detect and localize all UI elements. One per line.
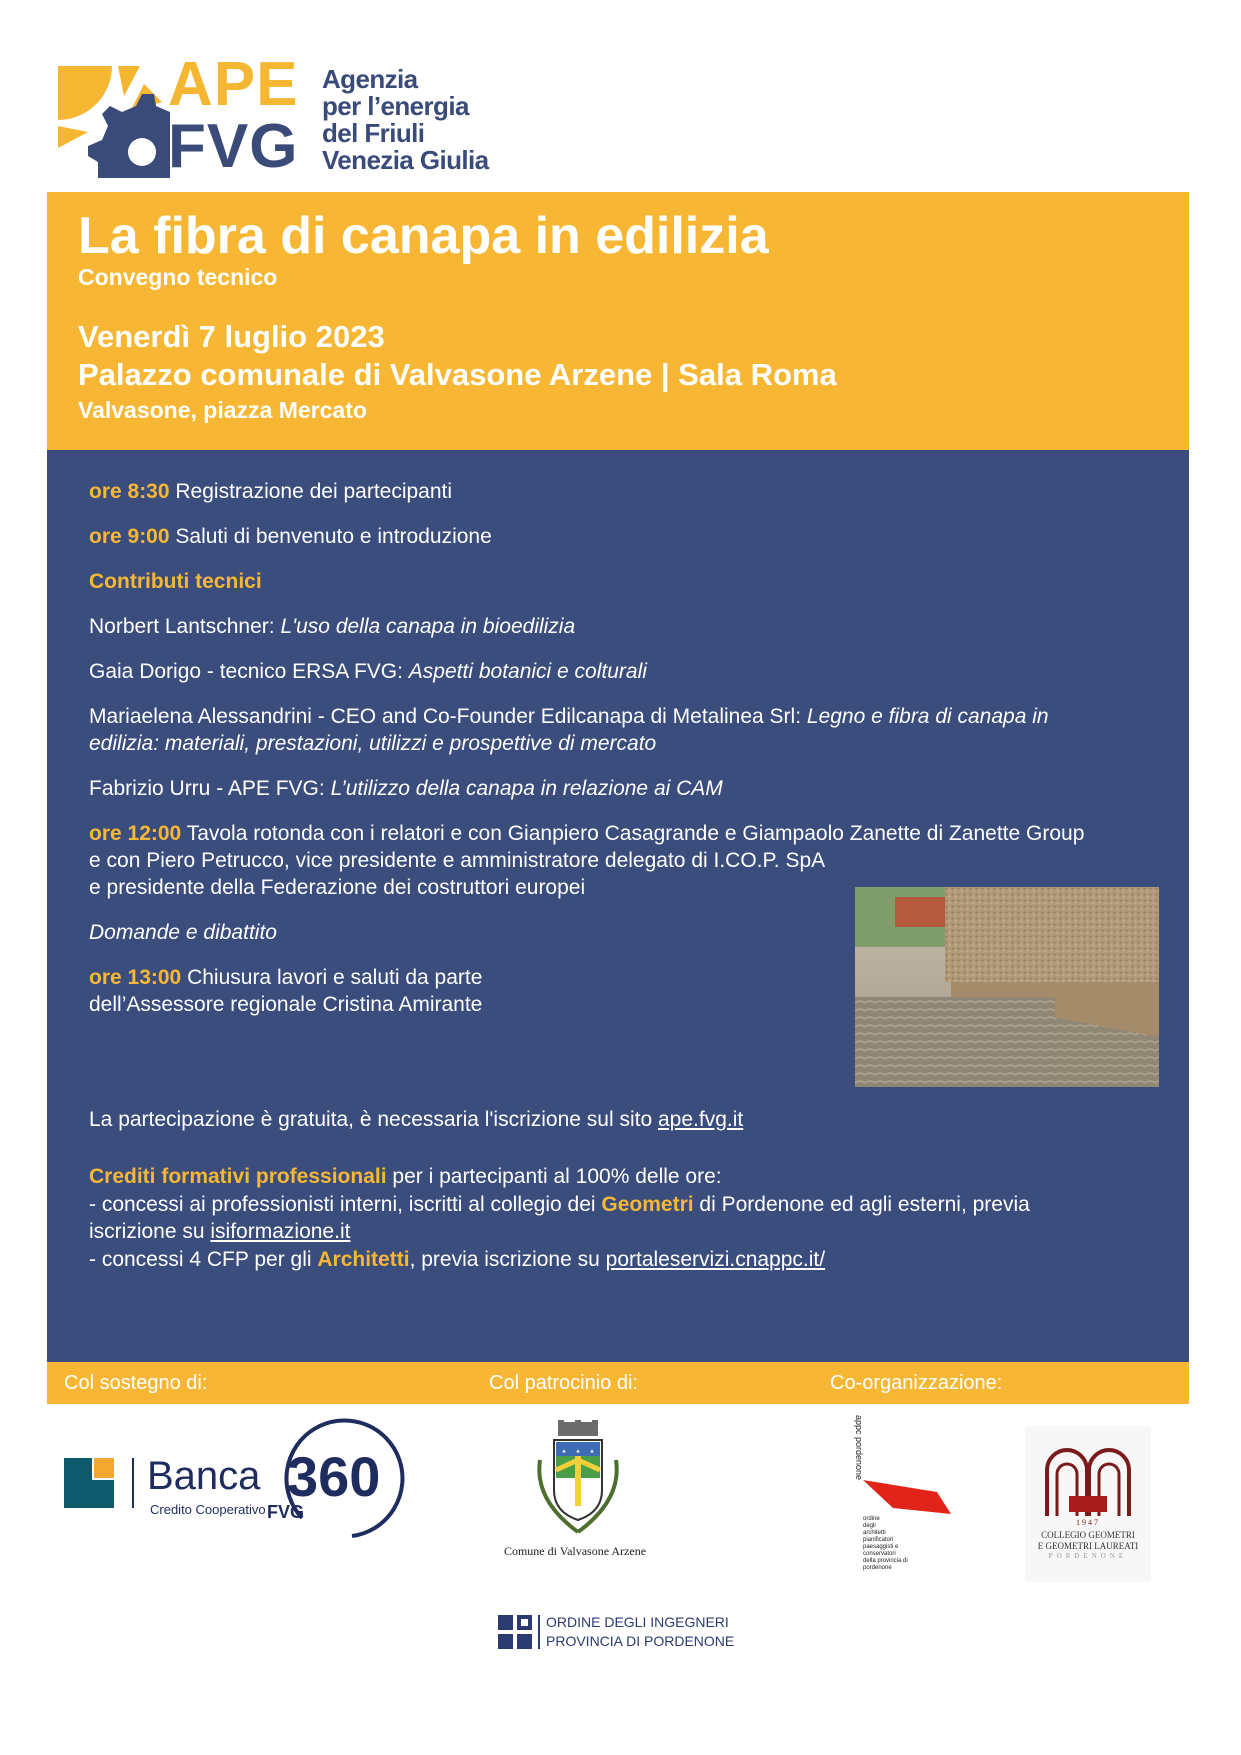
bank-number: 360 [287, 1445, 381, 1508]
architects-line: ordine [863, 1516, 880, 1522]
talk-title: Aspetti botanici e colturali [408, 660, 647, 683]
architects-line: della provincia di [863, 1558, 908, 1564]
banca-360-logo [62, 1418, 422, 1540]
credits-highlight: Geometri [601, 1193, 694, 1216]
event-address: Valvasone, piazza Mercato [78, 397, 367, 423]
geometri-logo [1025, 1426, 1151, 1582]
talk-title: L'uso della canapa in bioedilizia [280, 615, 576, 638]
architects-line: conservatori [863, 1551, 896, 1557]
credits-line [89, 1246, 825, 1273]
program-time: ore 13:00 [89, 966, 182, 989]
architects-line: paesaggisti e [863, 1544, 899, 1550]
bank-square-icon [64, 1458, 114, 1508]
credits-text: , previa iscrizione su [409, 1248, 606, 1271]
talk-title-continued: edilizia: materiali, prestazioni, utilizzi e prospettive di mercato [89, 732, 657, 755]
participation-text: La partecipazione è gratuita, è necessaria l'iscrizione sul sito [89, 1108, 658, 1131]
program-time: ore 12:00 [89, 822, 182, 845]
credits-title: Crediti formativi professionali [89, 1165, 387, 1188]
ape-fvg-logo [58, 50, 518, 181]
arches-icon [1043, 1440, 1133, 1516]
support-label: Col sostegno di: [64, 1372, 208, 1394]
section-heading: Contributi tecnici [89, 570, 262, 593]
divider [132, 1458, 134, 1508]
program-item [89, 820, 1084, 847]
geometri-city: PORDENONE [1048, 1552, 1128, 1560]
program-text: Registrazione dei partecipanti [169, 480, 453, 503]
talk-item [89, 613, 575, 640]
debate-item: Domande e dibattito [89, 921, 277, 944]
architects-line: pordenone [863, 1565, 892, 1571]
program-item [89, 523, 492, 550]
architects-line: degli [863, 1523, 876, 1529]
architects-line: pianificatori [863, 1537, 894, 1543]
talk-item [89, 658, 647, 685]
tagline-line: del Friuli [322, 118, 425, 148]
talk-speaker: Norbert Lantschner: [89, 615, 281, 638]
municipality-logo [490, 1420, 660, 1570]
credits-text: - concessi 4 CFP per gli [89, 1248, 318, 1271]
program-text: Saluti di benvenuto e introduzione [169, 525, 492, 548]
event-title: La fibra di canapa in edilizia [78, 207, 769, 265]
program-time: ore 8:30 [89, 480, 170, 503]
credits-text: - concessi ai professionisti interni, iscritti al collegio dei [89, 1193, 602, 1216]
tagline-line: Venezia Giulia [322, 145, 489, 175]
credits-line [89, 1218, 350, 1245]
credits-highlight: Architetti [317, 1248, 410, 1271]
program-time: ore 9:00 [89, 525, 170, 548]
talk-speaker: Fabrizio Urru - APE FVG: [89, 777, 331, 800]
logo-tagline [322, 66, 488, 174]
talk-speaker: Mariaelena Alessandrini - CEO and Co-Founder Edilcanapa di Metalinea Srl: [89, 705, 807, 728]
credits-heading [89, 1163, 722, 1190]
program-text-continued: e presidente della Federazione dei costruttori europei [89, 876, 586, 899]
talk-item [89, 775, 723, 802]
engineers-logo [498, 1612, 758, 1654]
divider [538, 1615, 540, 1649]
municipality-name: Comune di Valvasone Arzene [503, 1544, 647, 1558]
program-text: Tavola rotonda con i relatori e con Gianpiero Casagrande e Giampaolo Zanette di Zanette Group [181, 822, 1085, 845]
architects-line: architetti [863, 1530, 886, 1536]
credits-text: iscrizione su [89, 1220, 211, 1243]
sun-gear-icon [58, 66, 170, 178]
ape-fvg-link[interactable]: ape.fvg.it [657, 1108, 744, 1131]
title-band [47, 192, 1189, 450]
sponsor-strip [47, 1362, 1189, 1404]
event-subtitle: Convegno tecnico [78, 264, 278, 290]
engineers-grid-icon [498, 1615, 532, 1649]
program-item [89, 964, 482, 991]
geometri-name-line1: COLLEGIO GEOMETRI [1041, 1530, 1135, 1540]
isiformazione-link[interactable]: isiformazione.it [210, 1220, 351, 1243]
hemp-block-photo [855, 887, 1159, 1087]
talk-title: Legno e fibra di canapa in [806, 705, 1049, 728]
architects-logo [854, 1415, 955, 1571]
logo-fvg-text: FVG [168, 112, 299, 181]
talk-title: L’utilizzo della canapa in relazione ai CAM [330, 777, 723, 800]
bank-region: FVG [267, 1502, 305, 1522]
talk-speaker: Gaia Dorigo - tecnico ERSA FVG: [89, 660, 409, 683]
credits-line [89, 1191, 1030, 1218]
red-triangle-icon [863, 1480, 953, 1520]
patronage-label: Col patrocinio di: [489, 1372, 638, 1394]
coat-of-arms-icon [528, 1420, 628, 1538]
bank-name: Banca [147, 1454, 261, 1498]
architects-vertical-text: appc pordenone [854, 1415, 864, 1481]
program-text-continued: dell’Assessore regionale Cristina Amirante [89, 993, 483, 1016]
engineers-line2: PROVINCIA DI PORDENONE [546, 1633, 735, 1649]
tagline-line: per l’energia [322, 91, 469, 121]
geometri-name-line2: E GEOMETRI LAUREATI [1037, 1541, 1139, 1551]
geometri-year: 1947 [1076, 1518, 1100, 1527]
cnappc-link[interactable]: portaleservizi.cnappc.it/ [605, 1248, 826, 1271]
program-item [89, 478, 452, 505]
credits-text: di Pordenone ed agli esterni, previa [693, 1193, 1030, 1216]
participation-info [89, 1106, 743, 1133]
architects-text [863, 1516, 908, 1572]
logo-ape-text: APE [168, 50, 299, 119]
program-text-continued: e con Piero Petrucco, vice presidente e amministratore delegato di I.CO.P. SpA [89, 849, 826, 872]
engineers-line1: ORDINE DEGLI INGEGNERI [546, 1614, 729, 1630]
credits-text: per i partecipanti al 100% delle ore: [386, 1165, 722, 1188]
talk-item [89, 703, 1049, 730]
program-text: Chiusura lavori e saluti da parte [181, 966, 483, 989]
tagline-line: Agenzia [322, 64, 418, 94]
bank-subtitle: Credito Cooperativo [150, 1502, 266, 1517]
coorganization-label: Co-organizzazione: [830, 1372, 1003, 1394]
event-date: Venerdì 7 luglio 2023 [78, 319, 385, 354]
event-venue: Palazzo comunale di Valvasone Arzene | Sala Roma [78, 357, 837, 392]
